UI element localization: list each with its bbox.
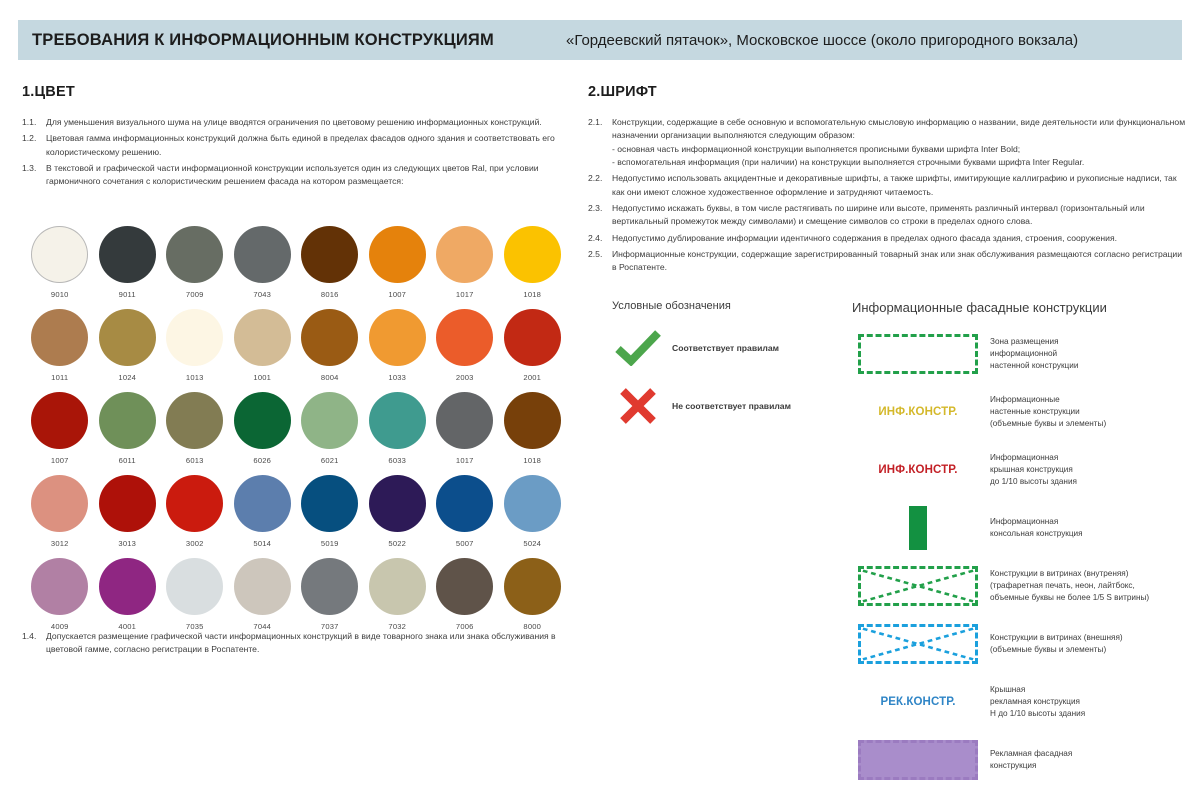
construction-description: [984, 394, 1106, 431]
clause-number: 2.1.: [588, 117, 603, 127]
legend-item-non-compliant: [612, 388, 842, 424]
footnote-number: 1.4.: [22, 631, 37, 641]
construction-description-line: Информационные: [990, 394, 1060, 404]
color-swatch-label: 1024: [118, 373, 137, 382]
color-swatch-label: 7037: [320, 622, 339, 631]
construction-description-line: информационной: [990, 348, 1058, 358]
clause-item: [22, 162, 578, 189]
construction-description-line: настенной конструкции: [990, 361, 1079, 371]
clause-text: Недопустимо дублирование информации идентичного содержания в пределах одного фасада здания, строения, сооружения.: [612, 232, 1117, 243]
color-swatch[interactable]: [234, 558, 291, 615]
swatch-cell[interactable]: [296, 226, 364, 299]
color-swatch-label: 1007: [50, 456, 69, 465]
swatch-cell[interactable]: [499, 392, 567, 465]
legend-item-compliant: [612, 330, 842, 366]
clause-text: Информационные конструкции, содержащие зарегистрированный товарный знак или знак обслуживания размещаются согласно регистрации в Роспатенте.: [612, 248, 1183, 273]
construction-description-line: консольная конструкция: [990, 529, 1083, 538]
color-swatch-label: 4001: [118, 622, 137, 631]
right-column: [588, 84, 1188, 277]
construction-row: [852, 561, 1192, 611]
construction-sample: [852, 619, 984, 669]
construction-description-line: Информационная: [990, 516, 1059, 526]
color-footnote: [22, 630, 582, 657]
color-swatch[interactable]: [234, 226, 291, 283]
clause-text: [612, 116, 1188, 169]
construction-description: [984, 684, 1085, 721]
clause-number: 1.2.: [22, 133, 37, 144]
color-swatch[interactable]: [99, 226, 156, 283]
construction-sample: [852, 503, 984, 553]
clause-text: Недопустимо искажать буквы, в том числе растягивать по ширине или высоте, применять различный интервал (горизонтальный или вертикальный промежуток между символами) и смещение символов со строки в пределах одного слова.: [612, 202, 1145, 227]
color-swatch[interactable]: [301, 226, 358, 283]
color-clause-list: [22, 116, 578, 189]
clause-item: [588, 202, 1188, 229]
construction-description: [984, 516, 1083, 541]
color-swatch[interactable]: [301, 309, 358, 366]
swatch-cell[interactable]: [499, 309, 567, 382]
swatch-cell[interactable]: [296, 475, 364, 548]
construction-description-line: объемные буквы не более 1/5 S витрины): [990, 593, 1150, 603]
clause-text: Недопустимо использовать акцидентные и декоративные шрифты, а также шрифты, имитирующие каллиграфию и рукописные надписи, так как они имеют сложное художественное оформление и затрудняют читаемость.: [612, 173, 1177, 197]
clause-item: [588, 232, 1188, 245]
color-swatch-label: 3013: [118, 539, 137, 548]
swatch-cell[interactable]: [431, 226, 499, 299]
color-swatch[interactable]: [234, 475, 291, 532]
color-swatch-label: 6026: [253, 456, 272, 465]
color-swatch[interactable]: [436, 475, 493, 532]
construction-description-line: Конструкции в витринах (внутреняя): [990, 568, 1129, 578]
construction-description: [984, 568, 1149, 605]
vertical-bar-icon: [909, 506, 927, 550]
swatch-row: [26, 392, 566, 465]
color-swatch[interactable]: [166, 392, 223, 449]
color-swatch[interactable]: [234, 392, 291, 449]
swatch-cell[interactable]: [161, 392, 229, 465]
swatch-cell[interactable]: [229, 558, 297, 631]
swatch-cell[interactable]: [296, 558, 364, 631]
construction-description-line: (объемные буквы и элементы): [990, 645, 1107, 654]
color-swatch-label: 5019: [320, 539, 339, 548]
color-swatch[interactable]: [31, 558, 88, 615]
color-swatch[interactable]: [301, 475, 358, 532]
construction-sample: [852, 561, 984, 611]
color-swatch-label: 7009: [185, 290, 204, 299]
font-clause-list: [588, 116, 1188, 274]
color-swatch[interactable]: [166, 309, 223, 366]
section-title-font: 2.ШРИФТ: [588, 84, 657, 100]
construction-row: [852, 445, 1192, 495]
color-swatch[interactable]: [31, 392, 88, 449]
color-swatch-label: 3002: [185, 539, 204, 548]
color-swatch[interactable]: [99, 558, 156, 615]
color-swatch[interactable]: [301, 558, 358, 615]
construction-description-line: Рекламная фасадная: [990, 748, 1073, 758]
construction-description: [984, 748, 1072, 773]
construction-sample: [852, 735, 984, 785]
header-bar: [18, 20, 1182, 60]
color-swatch[interactable]: [31, 226, 88, 283]
clause-text: Для уменьшения визуального шума на улице вводятся ограничения по цветовому решению информационных конструкций.: [46, 117, 542, 127]
swatch-cell[interactable]: [26, 558, 94, 631]
color-swatch-label: 5007: [455, 539, 474, 548]
color-swatch-label: 6013: [185, 456, 204, 465]
swatch-row: [26, 309, 566, 382]
swatch-row: [26, 226, 566, 299]
color-swatch-label: 1007: [388, 290, 407, 299]
color-swatch-label: 1001: [253, 373, 272, 382]
color-swatch[interactable]: [166, 558, 223, 615]
constructions-list: [852, 329, 1192, 785]
color-swatch[interactable]: [436, 226, 493, 283]
clause-number: 2.5.: [588, 248, 603, 259]
swatch-cell[interactable]: [161, 309, 229, 382]
clause-number: 2.4.: [588, 232, 603, 243]
footnote-text: Допускается размещение графической части информационных конструкций в виде товарного знака или знака обслуживания в цветовой гамме, согласно регистрации в Роспатенте.: [46, 631, 556, 655]
clause-item: [22, 116, 578, 129]
dashed-rectangle-with-cross-icon: [858, 566, 978, 606]
color-swatch-label: 1017: [455, 290, 474, 299]
construction-description-line: рекламная конструкция: [990, 696, 1080, 706]
color-swatch-label: 1033: [388, 373, 407, 382]
swatch-cell[interactable]: [296, 392, 364, 465]
construction-description-line: до 1/10 высоты здания: [990, 477, 1077, 487]
swatch-cell[interactable]: [26, 226, 94, 299]
header-location-subtitle: «Гордеевский пятачок», Московское шоссе (около пригородного вокзала): [566, 31, 1079, 49]
clause-number: 1.3.: [22, 162, 37, 173]
clause-item: [588, 172, 1188, 199]
color-swatch-label: 1011: [51, 373, 69, 382]
color-swatch[interactable]: [504, 226, 561, 283]
clause-item: [588, 248, 1188, 275]
color-swatch-label: 8000: [523, 622, 542, 631]
page-title: ТРЕБОВАНИЯ К ИНФОРМАЦИОННЫМ КОНСТРУКЦИЯМ: [32, 30, 494, 49]
swatch-cell[interactable]: [364, 309, 432, 382]
clause-number: 2.3.: [588, 202, 603, 213]
clause-number: 1.1.: [22, 117, 37, 127]
color-swatch-label: 2001: [523, 373, 542, 382]
swatch-cell[interactable]: [161, 558, 229, 631]
swatch-cell[interactable]: [364, 392, 432, 465]
clause-text: В текстовой и графической части информационной конструкции используется один из следующих цветов Ral, при условии гармоничного сочетания с колористическим решением фасада на котором размещается:: [46, 162, 539, 187]
construction-row: [852, 677, 1192, 727]
swatch-cell[interactable]: [161, 226, 229, 299]
constructions-heading: Информационные фасадные конструкции: [852, 300, 1107, 315]
color-swatch[interactable]: [99, 475, 156, 532]
swatch-cell[interactable]: [499, 475, 567, 548]
swatch-cell[interactable]: [26, 309, 94, 382]
construction-row: [852, 387, 1192, 437]
color-swatch[interactable]: [369, 392, 426, 449]
clause-number: 2.2.: [588, 173, 603, 184]
swatch-cell[interactable]: [431, 309, 499, 382]
dashed-rectangle-with-cross-icon: [858, 624, 978, 664]
clause-subline: - основная часть информационной конструкции выполняется прописными буквами шрифта Inter Bold;: [612, 143, 1021, 154]
color-swatch[interactable]: [31, 309, 88, 366]
construction-sample-label: ИНФ.КОНСТР.: [878, 406, 958, 418]
construction-description: [984, 336, 1078, 373]
color-swatch-label: 6011: [118, 456, 136, 465]
construction-sample-label: РЕК.КОНСТР.: [880, 696, 956, 708]
construction-description-line: Информационная: [990, 452, 1059, 462]
color-swatch[interactable]: [504, 392, 561, 449]
color-swatch-label: 1013: [185, 373, 204, 382]
color-swatch-label: 7035: [185, 622, 204, 631]
constructions-panel: [852, 300, 1192, 793]
construction-description-line: Крышная: [990, 684, 1026, 694]
swatch-cell[interactable]: [499, 558, 567, 631]
color-swatch-label: 5014: [253, 539, 272, 548]
swatch-cell[interactable]: [229, 309, 297, 382]
color-swatch[interactable]: [99, 309, 156, 366]
swatch-cell[interactable]: [94, 226, 162, 299]
legend-label: Не соответствует правилам: [672, 401, 791, 411]
construction-row: [852, 503, 1192, 553]
construction-description: [984, 632, 1123, 657]
clause-item: [588, 116, 1188, 169]
swatch-cell[interactable]: [94, 309, 162, 382]
color-swatch-label: 3012: [50, 539, 69, 548]
clause-text: Цветовая гамма информационных конструкций должна быть единой в пределах фасадов одного здания и соответствовать его колористическому решению.: [46, 133, 555, 157]
ral-color-swatch-grid: [26, 226, 566, 641]
legend-heading: Условные обозначения: [612, 300, 731, 312]
color-swatch[interactable]: [234, 309, 291, 366]
construction-description-line: Зона размещения: [990, 336, 1059, 346]
swatch-cell[interactable]: [94, 475, 162, 548]
legend-label: Соответствует правилам: [672, 343, 779, 353]
swatch-cell[interactable]: [94, 392, 162, 465]
clause-item: [22, 132, 578, 159]
color-swatch[interactable]: [369, 475, 426, 532]
color-swatch[interactable]: [369, 558, 426, 615]
swatch-cell[interactable]: [431, 558, 499, 631]
construction-description-line: Конструкции в витринах (внешняя): [990, 632, 1123, 642]
construction-description-line: Н до 1/10 высоты здания: [990, 709, 1086, 719]
construction-description-line: настенные конструкции: [990, 406, 1080, 416]
section-title-color: 1.ЦВЕТ: [22, 84, 75, 100]
color-swatch[interactable]: [369, 309, 426, 366]
swatch-cell[interactable]: [431, 392, 499, 465]
color-swatch[interactable]: [504, 309, 561, 366]
color-swatch-label: 9011: [118, 290, 136, 299]
construction-row: [852, 735, 1192, 785]
swatch-cell[interactable]: [26, 475, 94, 548]
left-column: [22, 84, 578, 192]
construction-sample: [852, 677, 984, 727]
clause-subline: - вспомогательная информация (при наличии) на конструкции выполняется строчными буквами шрифта Inter Regular.: [612, 156, 1085, 167]
color-swatch-label: 1018: [523, 456, 542, 465]
swatch-row: [26, 475, 566, 548]
swatch-cell[interactable]: [431, 475, 499, 548]
color-swatch-label: 6021: [320, 456, 339, 465]
construction-description-line: (объемные буквы и элементы): [990, 419, 1107, 429]
color-swatch[interactable]: [166, 475, 223, 532]
construction-description-line: крышная конструкция: [990, 464, 1073, 474]
color-swatch-label: 8004: [320, 373, 339, 382]
swatch-cell[interactable]: [364, 558, 432, 631]
construction-sample-label: ИНФ.КОНСТР.: [878, 464, 958, 476]
swatch-cell[interactable]: [296, 309, 364, 382]
clause-main-text: Конструкции, содержащие в себе основную и вспомогательную смысловую информацию о названии, виде деятельности или функциональном назначении организации выполняются следующим образом:: [612, 117, 1186, 141]
color-swatch-label: 5024: [523, 539, 542, 548]
swatch-cell[interactable]: [364, 475, 432, 548]
color-swatch-label: 1017: [455, 456, 474, 465]
construction-description-line: конструкция: [990, 761, 1037, 770]
color-swatch-label: 6033: [388, 456, 407, 465]
color-swatch[interactable]: [436, 309, 493, 366]
legend-panel: [612, 300, 842, 446]
color-swatch-label: 7006: [455, 622, 474, 631]
color-swatch-label: 9010: [50, 290, 69, 299]
color-swatch-label: 2003: [455, 373, 474, 382]
swatch-cell[interactable]: [364, 226, 432, 299]
swatch-row: [26, 558, 566, 631]
swatch-cell[interactable]: [26, 392, 94, 465]
color-swatch[interactable]: [301, 392, 358, 449]
color-swatch[interactable]: [504, 558, 561, 615]
color-swatch-label: 7044: [253, 622, 272, 631]
cross-icon: [612, 388, 664, 424]
color-swatch-label: 7032: [388, 622, 407, 631]
swatch-cell[interactable]: [229, 226, 297, 299]
construction-sample: [852, 329, 984, 379]
color-swatch-label: 7043: [253, 290, 272, 299]
color-swatch[interactable]: [166, 226, 223, 283]
swatch-cell[interactable]: [229, 475, 297, 548]
color-swatch-label: 4009: [50, 622, 69, 631]
swatch-cell[interactable]: [229, 392, 297, 465]
construction-sample: [852, 387, 984, 437]
construction-description-line: (трафаретная печать, неон, лайтбокс,: [990, 580, 1135, 590]
color-swatch[interactable]: [436, 392, 493, 449]
color-swatch[interactable]: [504, 475, 561, 532]
dashed-rectangle-icon: [858, 334, 978, 374]
swatch-cell[interactable]: [499, 226, 567, 299]
check-icon: [612, 330, 664, 366]
color-swatch[interactable]: [99, 392, 156, 449]
color-swatch[interactable]: [369, 226, 426, 283]
color-swatch[interactable]: [31, 475, 88, 532]
construction-row: [852, 619, 1192, 669]
color-swatch-label: 1018: [523, 290, 542, 299]
filled-dashed-rectangle-icon: [858, 740, 978, 780]
color-swatch-label: 8016: [320, 290, 339, 299]
swatch-cell[interactable]: [94, 558, 162, 631]
construction-description: [984, 452, 1077, 489]
color-swatch[interactable]: [436, 558, 493, 615]
swatch-cell[interactable]: [161, 475, 229, 548]
color-swatch-label: 5022: [388, 539, 407, 548]
construction-sample: [852, 445, 984, 495]
construction-row: [852, 329, 1192, 379]
